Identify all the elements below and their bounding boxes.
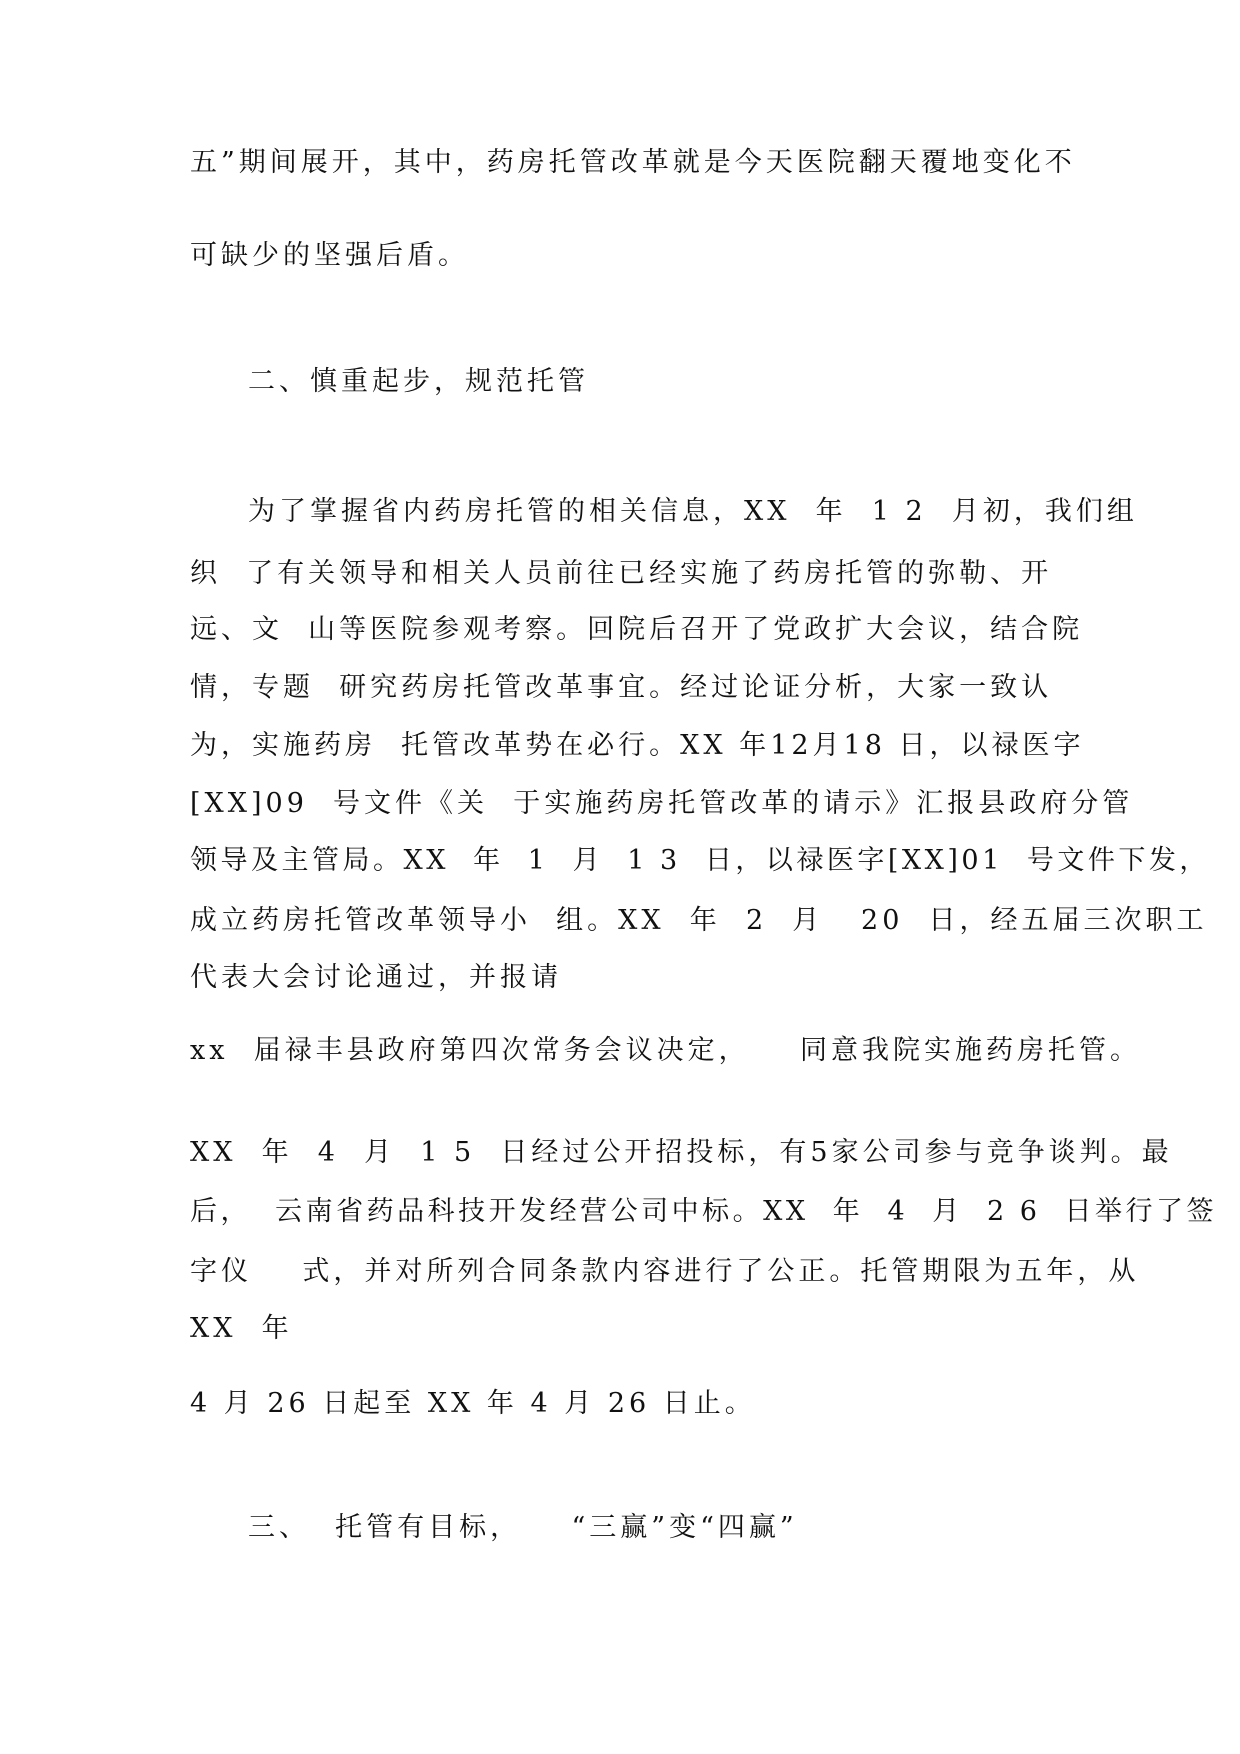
paragraph-line: [XX]09 号文件《关 于实施药房托管改革的请示》汇报县政府分管 (190, 788, 1134, 819)
paragraph-line: 为，实施药房 托管改革势在必行。XX 年12月18 日，以禄医字 (190, 730, 1085, 761)
paragraph-line: 成立药房托管改革领导小 组。XX 年 2 月 20 日，经五届三次职工 (190, 905, 1208, 936)
paragraph-line: 可缺少的坚强后盾。 (190, 240, 469, 271)
paragraph-line: 为了掌握省内药房托管的相关信息，XX 年 1 2 月初，我们组 (248, 496, 1138, 527)
paragraph-line: XX 年 (190, 1313, 293, 1344)
paragraph-line: 后， 云南省药品科技开发经营公司中标。XX 年 4 月 2 6 日举行了签 (190, 1196, 1218, 1227)
paragraph-line: 代表大会讨论通过，并报请 (190, 962, 562, 993)
paragraph-line: 字仪 式，并对所列合同条款内容进行了公正。托管期限为五年，从 (190, 1256, 1140, 1287)
paragraph-line: 远、文 山等医院参观考察。回院后召开了党政扩大会议，结合院 (190, 614, 1084, 645)
section-heading: 二、慎重起步，规范托管 (248, 366, 589, 397)
paragraph-line: 领导及主管局。XX 年 1 月 1 3 日，以禄医字[XX]01 号文件下发， (190, 845, 1210, 876)
paragraph-line: 4 月 26 日起至 XX 年 4 月 26 日止。 (190, 1388, 756, 1419)
section-heading: 三、 托管有目标， “三赢”变“四赢” (248, 1512, 798, 1543)
paragraph-line: 情，专题 研究药房托管改革事宜。经过论证分析，大家一致认 (190, 672, 1053, 703)
paragraph-line: xx 届禄丰县政府第四次常务会议决定， 同意我院实施药房托管。 (190, 1035, 1141, 1066)
paragraph-line: 织 了有关领导和相关人员前往已经实施了药房托管的弥勒、开 (190, 558, 1053, 589)
paragraph-line: 五”期间展开，其中，药房托管改革就是今天医院翻天覆地变化不 (190, 147, 1076, 178)
paragraph-line: XX 年 4 月 1 5 日经过公开招投标，有5家公司参与竞争谈判。最 (190, 1137, 1173, 1168)
